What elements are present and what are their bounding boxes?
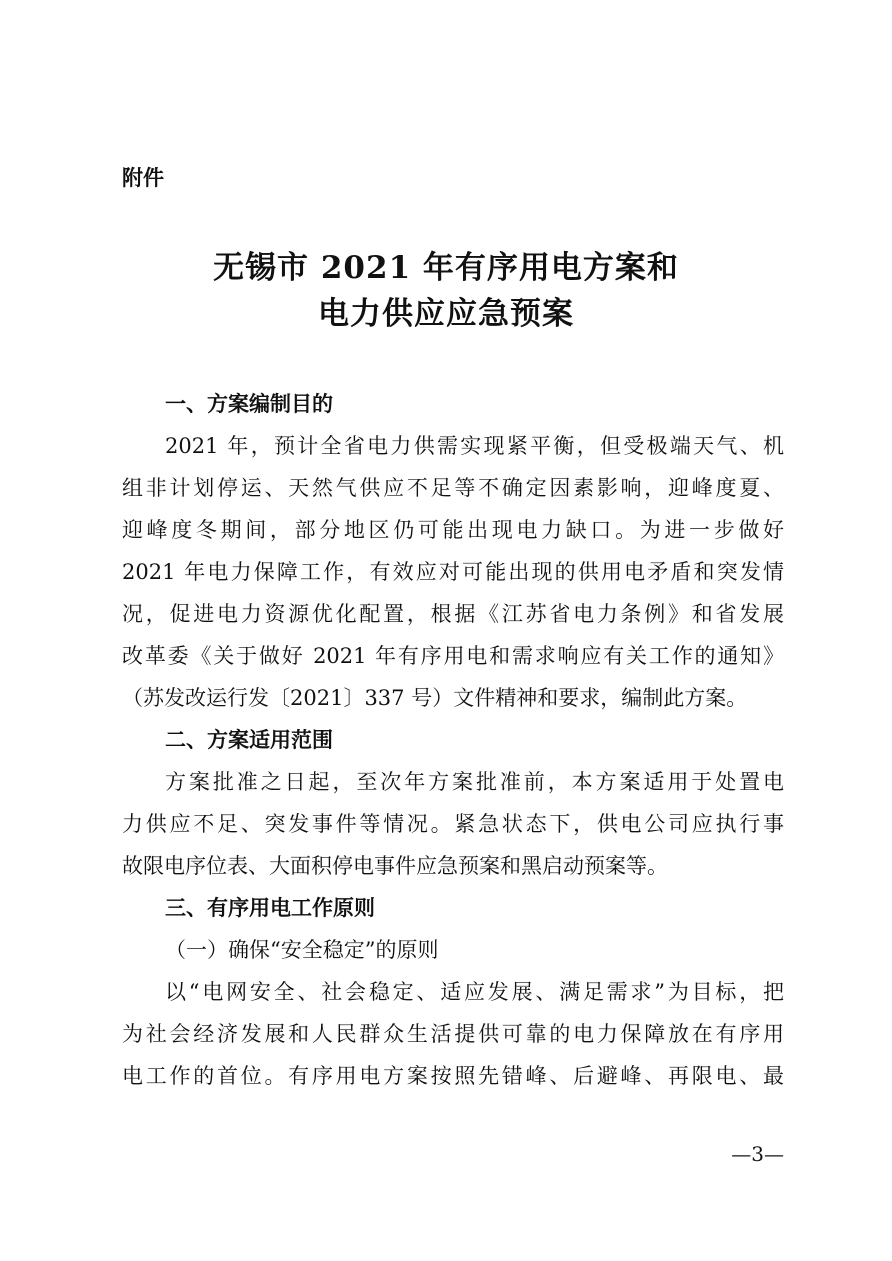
paragraph-line: 方案批准之日起，至次年方案批准前，本方案适用于处置电 (165, 770, 784, 794)
document-title-line-1: 无锡市 2021 年有序用电方案和 (213, 250, 679, 286)
paragraph-line: 迎峰度冬期间，部分地区仍可能出现电力缺口。为进一步做好 (122, 518, 784, 542)
paragraph-line: 故限电序位表、大面积停电事件应急预案和黑启动预案等。 (122, 854, 668, 878)
document-body (122, 383, 784, 1097)
paragraph-line: 组非计划停运、天然气供应不足等不确定因素影响，迎峰度夏、 (122, 476, 784, 500)
attachment-label: 附件 (122, 166, 164, 190)
paragraph-line: 力供应不足、突发事件等情况。紧急状态下，供电公司应执行事 (122, 812, 784, 836)
document-title-line-2: 电力供应应急预案 (318, 296, 574, 332)
subsection-heading-safety: （一）确保“安全稳定”的原则 (165, 938, 439, 962)
paragraph-line: 以“电网安全、社会稳定、适应发展、满足需求”为目标，把 (165, 980, 784, 1004)
section-heading-purpose: 一、方案编制目的 (165, 392, 333, 416)
section-paragraph-scope (122, 761, 784, 887)
page-number: —3— (731, 1142, 784, 1166)
paragraph-line: 电工作的首位。有序用电方案按照先错峰、后避峰、再限电、最 (122, 1064, 784, 1088)
section-heading-principles: 三、有序用电工作原则 (165, 896, 375, 920)
paragraph-line: 2021 年，预计全省电力供需实现紧平衡，但受极端天气、机 (165, 434, 784, 458)
section-heading-scope: 二、方案适用范围 (165, 728, 333, 752)
paragraph-line: 2021 年电力保障工作，有效应对可能出现的供用电矛盾和突发情 (122, 560, 784, 584)
section-paragraph-purpose (122, 425, 784, 719)
section-paragraph-principles (122, 971, 784, 1097)
paragraph-line: 况，促进电力资源优化配置，根据《江苏省电力条例》和省发展 (122, 602, 784, 626)
paragraph-line: （苏发改运行发〔2021〕337 号）文件精神和要求，编制此方案。 (122, 686, 748, 710)
paragraph-line: 为社会经济发展和人民群众生活提供可靠的电力保障放在有序用 (122, 1022, 784, 1046)
paragraph-line: 改革委《关于做好 2021 年有序用电和需求响应有关工作的通知》 (122, 644, 784, 668)
